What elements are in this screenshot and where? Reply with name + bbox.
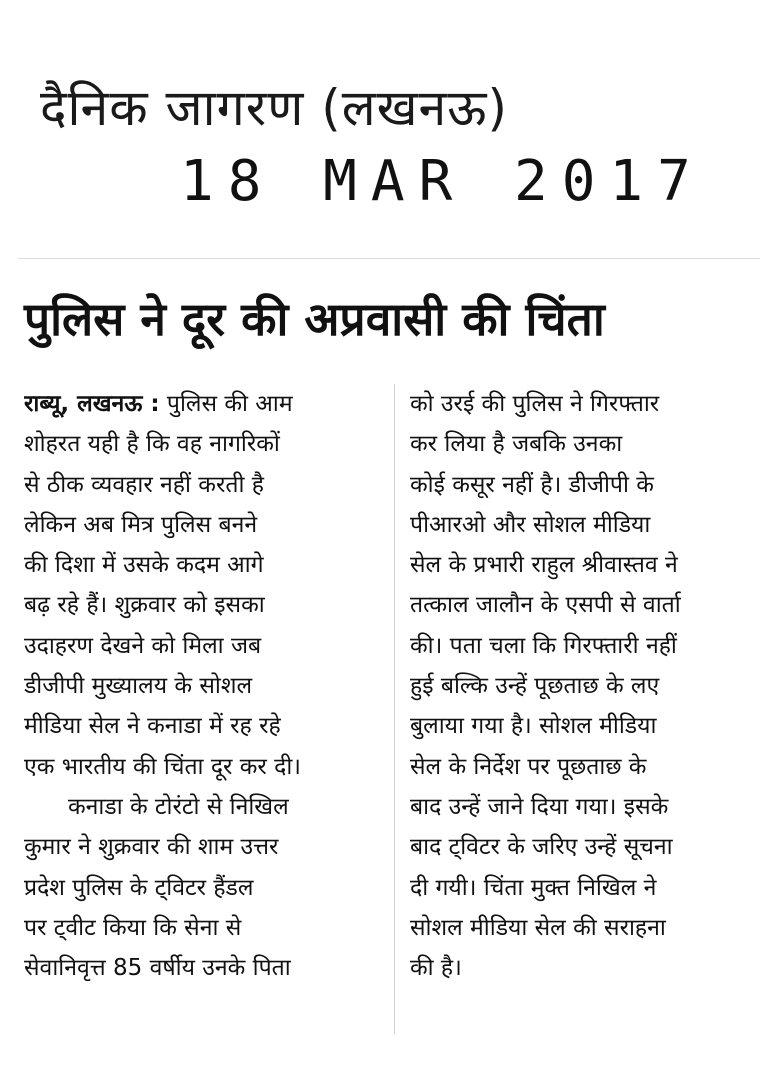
article-line: पर ट्वीट किया कि सेना से <box>24 914 242 941</box>
article-line: सेल के निर्देश पर पूछताछ के <box>410 753 647 780</box>
article-line: डीजीपी मुख्यालय के सोशल <box>24 673 253 700</box>
article-line: सेवानिवृत्त 85 वर्षीय उनके पिता <box>24 955 291 982</box>
article-line: कनाडा के टोरंटो से निखिल <box>68 793 289 820</box>
article-line: की। पता चला कि गिरफ्तारी नहीं <box>410 632 677 659</box>
article-line: दी गयी। चिंता मुक्त निखिल ने <box>410 874 657 901</box>
article-line: कर लिया है जबकि उनका <box>410 431 623 458</box>
article-line: बाद ट्विटर के जरिए उन्हें सूचना <box>410 834 673 861</box>
article-line: बुलाया गया है। सोशल मीडिया <box>410 713 657 740</box>
article-line: से ठीक व्यवहार नहीं करती है <box>24 471 264 498</box>
article-line: शोहरत यही है कि वह नागरिकों <box>24 431 280 458</box>
article-column-left <box>24 384 374 988</box>
article-line: कोई कसूर नहीं है। डीजीपी के <box>410 471 654 498</box>
article-line: बढ़ रहे हैं। शुक्रवार को इसका <box>24 592 265 619</box>
article-line-text: पुलिस की आम <box>166 391 293 417</box>
article-line: को उरई की पुलिस ने गिरफ्तार <box>410 391 660 417</box>
newspaper-masthead: दैनिक जागरण (लखनऊ) <box>40 79 509 137</box>
article-line: सोशल मीडिया सेल की सराहना <box>410 914 666 941</box>
column-divider <box>394 384 395 1034</box>
article-line: हुई बल्कि उन्हें पूछताछ के लए <box>410 673 660 700</box>
article-line: लेकिन अब मित्र पुलिस बनने <box>24 511 258 538</box>
article-line: प्रदेश पुलिस के ट्विटर हैंडल <box>24 874 254 901</box>
dateline: राब्यू, लखनऊ : <box>24 391 160 417</box>
article-column-right <box>410 384 760 988</box>
article-line: सेल के प्रभारी राहुल श्रीवास्तव ने <box>410 552 678 579</box>
article-line: तत्काल जालौन के एसपी से वार्ता <box>410 592 681 619</box>
article-line: की है। <box>410 955 462 982</box>
article-line: पीआरओ और सोशल मीडिया <box>410 511 651 538</box>
article-line: उदाहरण देखने को मिला जब <box>24 632 262 659</box>
article-line <box>24 384 374 424</box>
date-stamp: 18 MAR 2017 <box>180 149 705 214</box>
article-line: बाद उन्हें जाने दिया गया। इसके <box>410 793 669 820</box>
news-clipping <box>18 258 760 1059</box>
headline: पुलिस ने दूर की अप्रवासी की चिंता <box>24 292 605 346</box>
article-line: कुमार ने शुक्रवार की शाम उत्तर <box>24 834 279 861</box>
article-line: मीडिया सेल ने कनाडा में रह रहे <box>24 713 281 740</box>
article-line: एक भारतीय की चिंता दूर कर दी। <box>24 753 302 780</box>
article-line: की दिशा में उसके कदम आगे <box>24 552 264 579</box>
